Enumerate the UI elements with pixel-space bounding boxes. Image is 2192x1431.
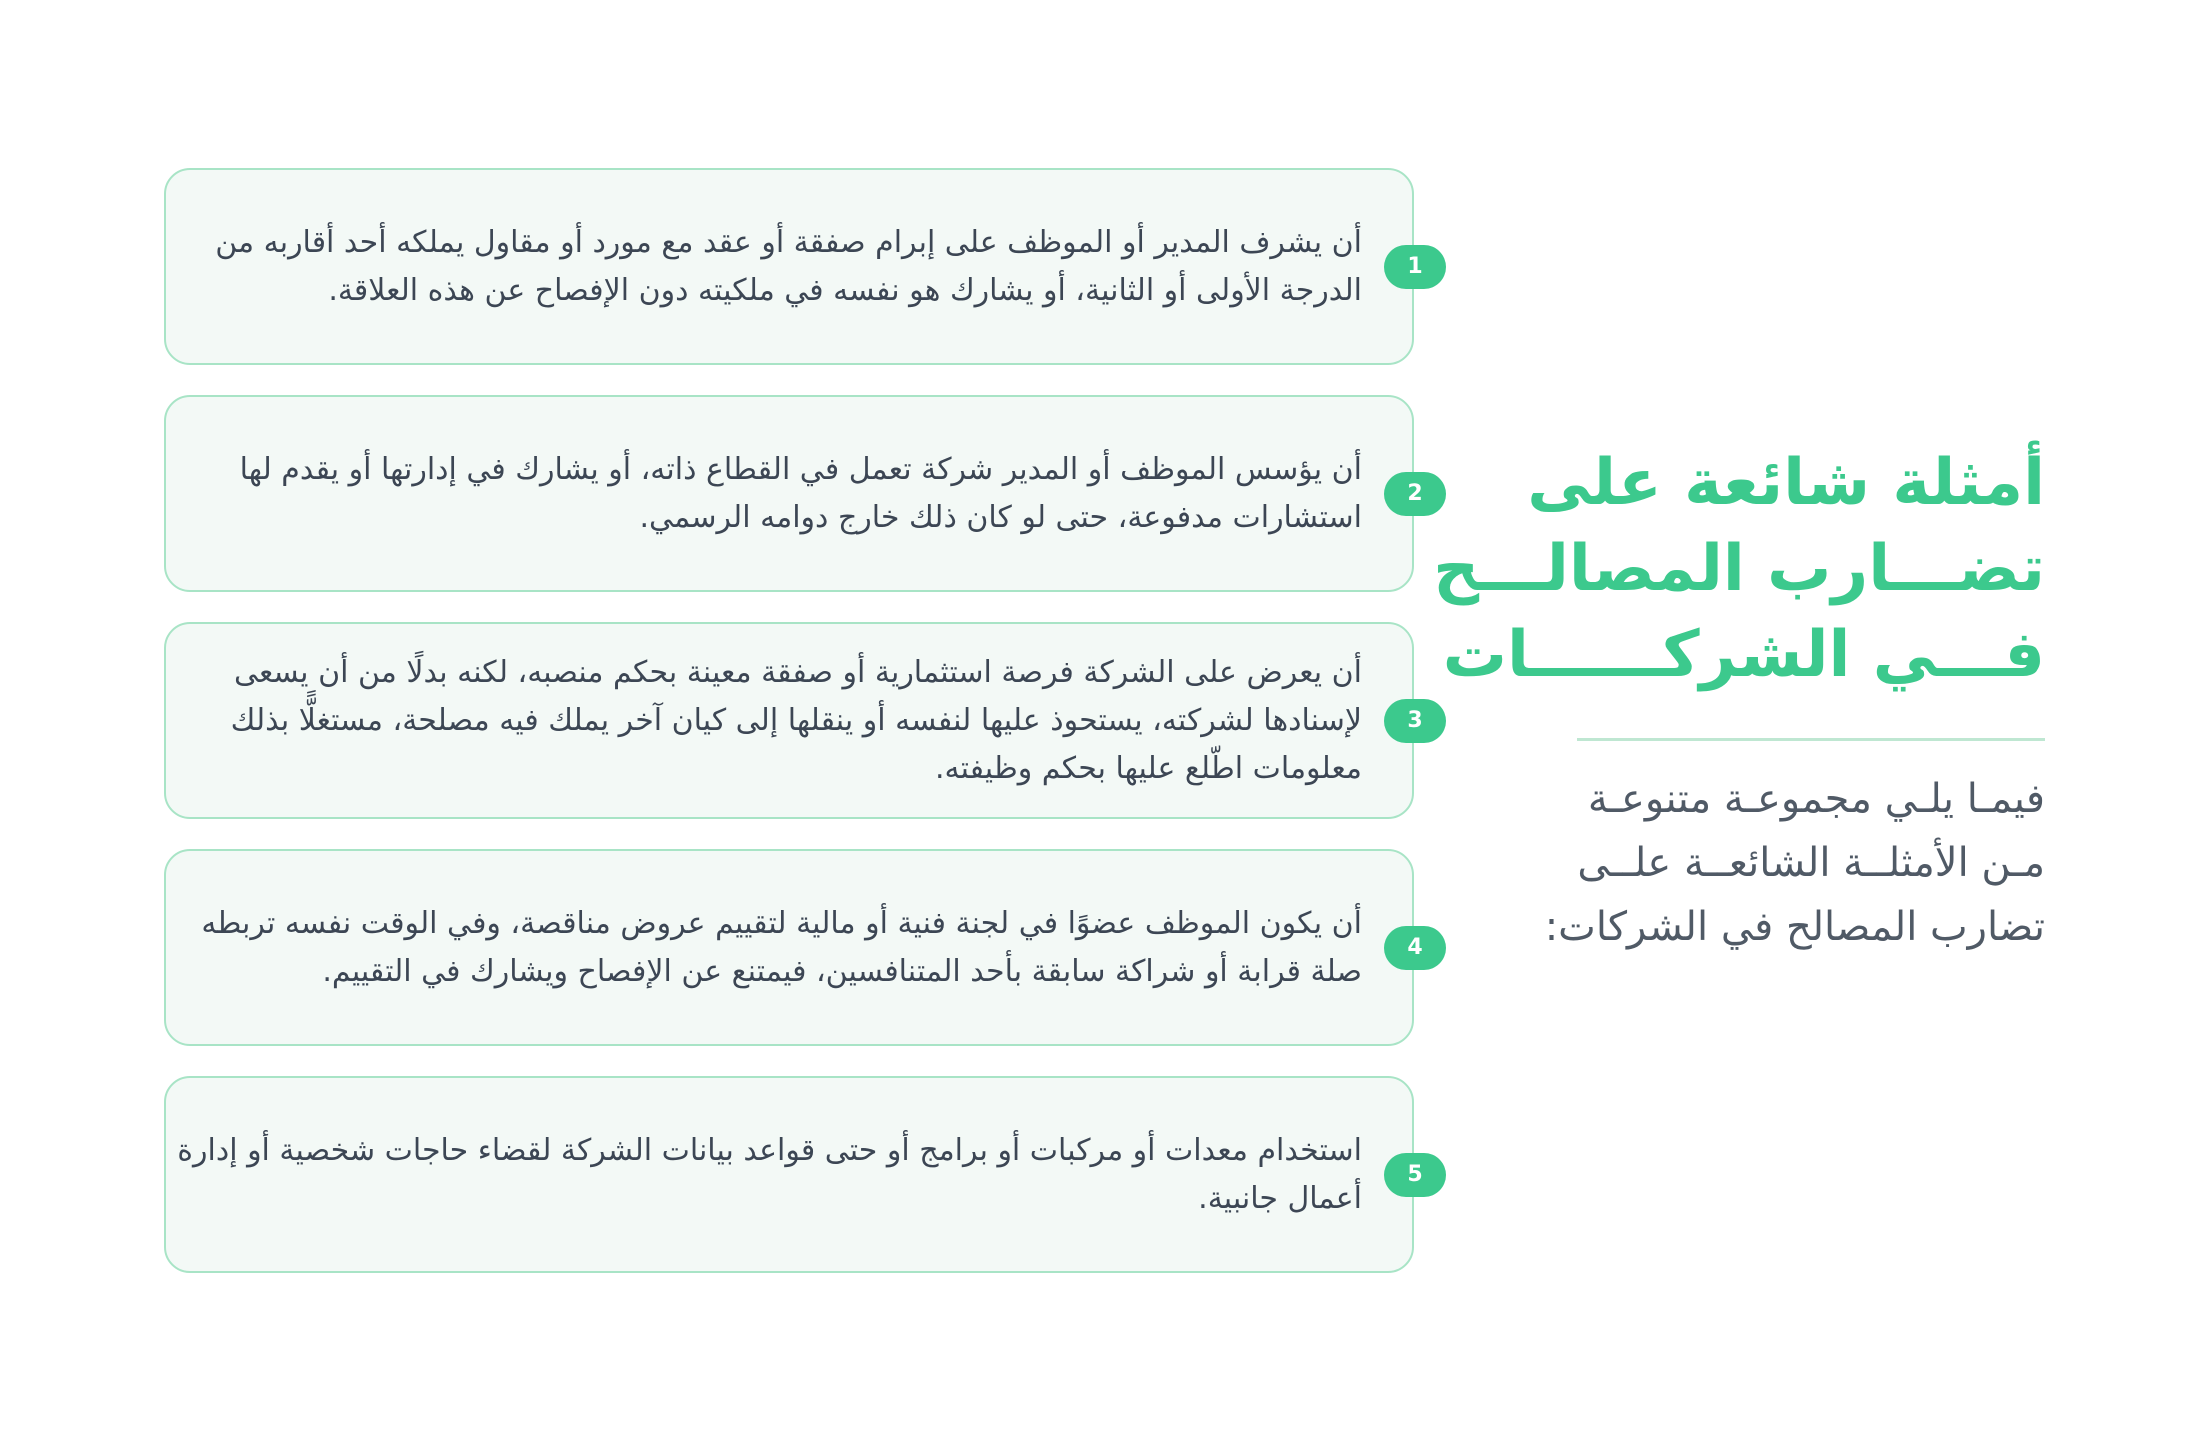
number-badge: 3 <box>1384 699 1446 743</box>
side-panel <box>1433 440 2045 999</box>
example-text <box>212 219 1362 315</box>
example-line: صلة قرابة أو شراكة سابقة بأحد المتنافسين، فيمتنع عن الإفصاح ويشارك في التقييم. <box>322 953 1362 989</box>
example-card-4 <box>164 849 1423 1046</box>
examples-list <box>164 168 1423 1303</box>
example-text <box>201 900 1362 996</box>
example-card-3 <box>164 622 1423 819</box>
example-card-1 <box>164 168 1423 365</box>
title-line-2: تضـــارب المصالـــح <box>1433 532 2045 606</box>
title-line-3: فـــي الشركــــــات <box>1442 618 2045 692</box>
example-text <box>212 446 1362 542</box>
intro-paragraph <box>1545 767 2045 959</box>
intro-line-1: فيمـا يلـي مجموعـة متنوعـة <box>1587 776 2045 822</box>
number-badge: 5 <box>1384 1153 1446 1197</box>
number-badge: 2 <box>1384 472 1446 516</box>
title-divider <box>1577 738 2045 741</box>
number-badge: 4 <box>1384 926 1446 970</box>
example-line: أن يؤسس الموظف أو المدير شركة تعمل في القطاع ذاته، أو يشارك في إدارتها أو يقدم لها <box>239 451 1362 487</box>
example-text <box>212 649 1362 793</box>
example-line: معلومات اطّلع عليها بحكم وظيفته. <box>934 750 1362 786</box>
page-title <box>1433 440 2045 698</box>
example-line: أن يشرف المدير أو الموظف على إبرام صفقة أو عقد مع مورد أو مقاول يملكه أحد أقاربه من <box>215 224 1362 260</box>
example-line: أن يعرض على الشركة فرصة استثمارية أو صفقة معينة بحكم منصبه، لكنه بدلًا من أن يسعى <box>233 654 1362 690</box>
example-line: أن يكون الموظف عضوًا في لجنة فنية أو مالية لتقييم عروض مناقصة، وفي الوقت نفسه تربطه <box>201 905 1362 941</box>
example-line: استشارات مدفوعة، حتى لو كان ذلك خارج دوامه الرسمي. <box>639 499 1362 535</box>
intro-line-3: تضارب المصالح في الشركات: <box>1544 904 2045 950</box>
example-text <box>177 1127 1362 1223</box>
intro-line-2: مـن الأمثلــة الشائعــة علــى <box>1577 840 2045 886</box>
number-badge: 1 <box>1384 245 1446 289</box>
example-line: لإسنادها لشركته، يستحوذ عليها لنفسه أو ينقلها إلى كيان آخر يملك فيه مصلحة، مستغلًّا بذلك <box>230 702 1362 738</box>
example-card-2 <box>164 395 1423 592</box>
example-line: الدرجة الأولى أو الثانية، أو يشارك هو نفسه في ملكيته دون الإفصاح عن هذه العلاقة. <box>328 272 1362 308</box>
title-line-1: أمثلة شائعة على <box>1527 446 2045 520</box>
example-card-5 <box>164 1076 1423 1273</box>
example-line: أعمال جانبية. <box>1198 1180 1362 1216</box>
example-line: استخدام معدات أو مركبات أو برامج أو حتى قواعد بيانات الشركة لقضاء حاجات شخصية أو إدارة <box>177 1132 1362 1168</box>
